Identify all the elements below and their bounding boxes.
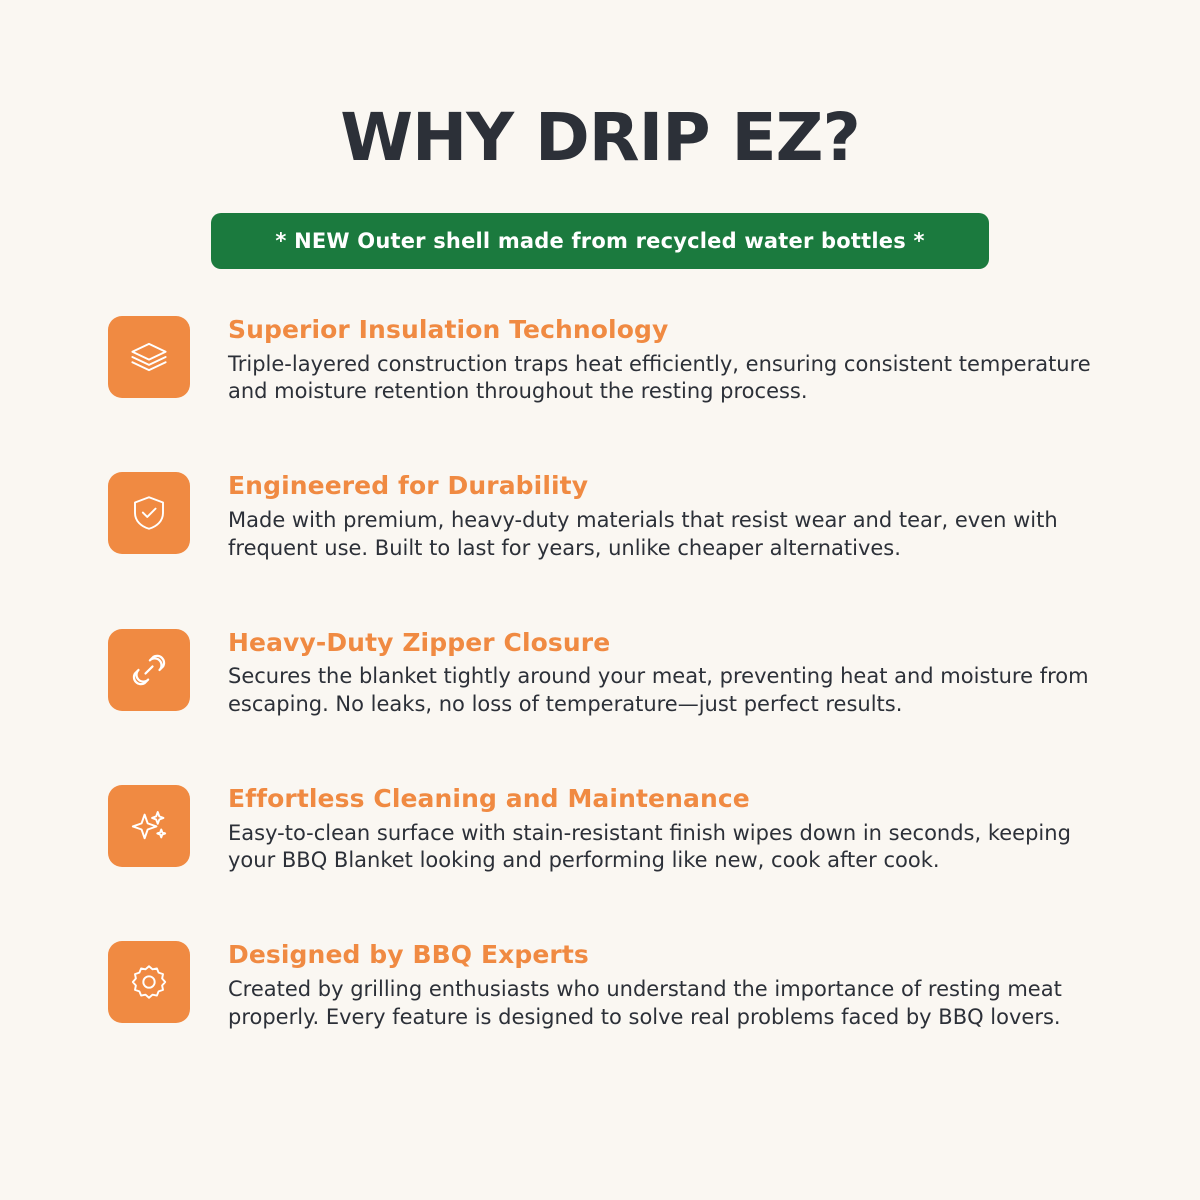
layers-icon — [108, 316, 190, 398]
feature-text — [228, 783, 1100, 875]
feature-description: Made with premium, heavy-duty materials that resist wear and tear, even with frequent use. Built to last for years, unlike cheaper alternatives. — [228, 507, 1058, 560]
feature-title: Superior Insulation Technology — [228, 315, 669, 344]
feature-title: Heavy-Duty Zipper Closure — [228, 627, 611, 657]
feature-item — [108, 939, 1100, 1031]
link-chain-icon — [108, 629, 190, 711]
feature-item — [108, 470, 1100, 562]
feature-description: Secures the blanket tightly around your meat, preventing heat and moisture from escaping. No leaks, no loss of temperature—just perfect results. — [228, 664, 1089, 717]
feature-description: Created by grilling enthusiasts who understand the importance of resting meat properly. Every feature is designed to solve real problems faced by BBQ lovers. — [228, 976, 1062, 1029]
feature-text — [228, 939, 1100, 1031]
banner-container — [0, 213, 1200, 269]
feature-list — [0, 314, 1200, 1032]
feature-title: Designed by BBQ Experts — [228, 940, 589, 970]
feature-item — [108, 314, 1100, 406]
feature-title: Effortless Cleaning and Maintenance — [228, 784, 750, 814]
feature-item — [108, 783, 1100, 875]
page-title: WHY DRIP EZ? — [340, 99, 860, 176]
sparkle-icon — [108, 785, 190, 867]
gear-icon — [108, 941, 190, 1023]
feature-description: Easy-to-clean surface with stain-resistant finish wipes down in seconds, keeping your BBQ Blanket looking and performing like new, cook after cook. — [228, 820, 1071, 873]
feature-title: Engineered for Durability — [228, 471, 589, 501]
feature-text — [228, 314, 1100, 406]
promo-banner: * NEW Outer shell made from recycled water bottles * — [211, 213, 989, 269]
feature-text — [228, 627, 1100, 719]
shield-check-icon — [108, 472, 190, 554]
feature-text — [228, 470, 1100, 562]
feature-description: Triple-layered construction traps heat efficiently, ensuring consistent temperature and moisture retention throughout the resting process. — [228, 351, 1091, 404]
feature-item — [108, 627, 1100, 719]
